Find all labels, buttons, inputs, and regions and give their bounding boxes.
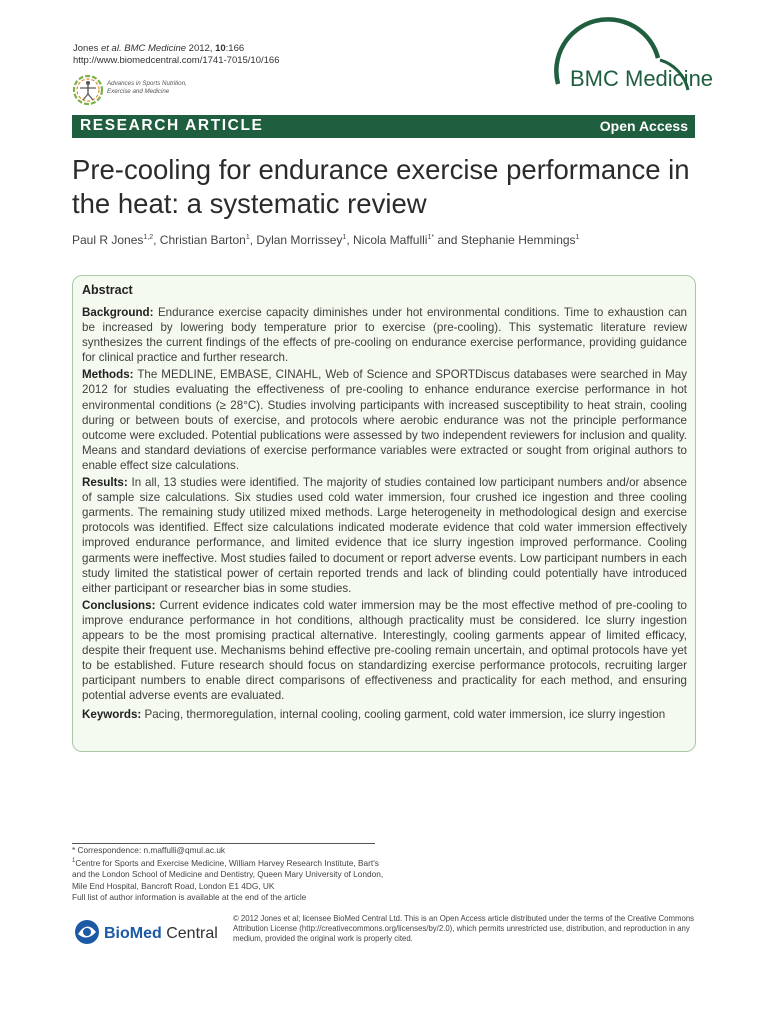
author-affiliation: 1 [245, 234, 250, 241]
abstract-section [82, 475, 687, 596]
author-name: Christian Barton [159, 233, 246, 247]
abstract-section-label: Methods: [82, 368, 134, 382]
author-affiliation: 1,2 [143, 234, 154, 241]
correspondence-note: * Correspondence: n.maffulli@qmul.ac.uk [72, 845, 226, 855]
author-separator: and [434, 233, 461, 247]
author-affiliation: 1* [427, 234, 435, 241]
author-list [72, 233, 579, 247]
open-access-label: Open Access [599, 118, 688, 134]
abstract-heading: Abstract [82, 283, 133, 297]
abstract-section-text: In all, 13 studies were identified. The majority of studies contained low participant numbers and/or absence of sample size calculations. Six studies used cold water immersion, four crushed ice ingestion and three cooling garments. The remaining study utilized mixed methods. Large heterogeneity in methodological design and exercise protocols was identified. Effect size calculations indicated moderate evidence that cold water immersion effectively improved endurance performance, and limited evidence that ice slurry ingestion improved performance. Cooling garments were ineffective. Most studies failed to document or report adverse events. Low participant numbers in each study limited the statistical power of certain reported trends and lack of blinding could potentially have introduced either participant or researcher bias in some studies. [82, 476, 687, 595]
article-title: Pre-cooling for endurance exercise performance in the heat: a systematic review [72, 154, 690, 219]
footnotes [72, 845, 392, 903]
abstract-section-label: Keywords: [82, 708, 142, 722]
author-separator: , [346, 233, 353, 247]
article-url[interactable]: http://www.biomedcentral.com/1741-7015/10/166 [73, 55, 280, 66]
abstract-section-text: Endurance exercise capacity diminishes under hot environmental conditions. Time to exhaustion can be increased by lowering body temperature prior to exercise (pre-cooling). This systematic literature review synthesizes the current findings of the effects of pre-cooling on endurance exercise performance, providing guidance for clinical practice and further research. [82, 306, 687, 365]
svg-text:BioMed Central: BioMed Central [104, 925, 218, 942]
author-separator: , [153, 233, 160, 247]
author-affiliation: 1 [575, 234, 580, 241]
author-name: Paul R Jones [72, 233, 144, 247]
series-logo-icon [72, 74, 104, 106]
abstract-body [82, 305, 687, 725]
series-label: Advances in Sports Nutrition, Exercise and Medicine [107, 80, 187, 95]
abstract-section-label: Conclusions: [82, 598, 156, 612]
author-name: Dylan Morrissey [256, 233, 343, 247]
abstract-section-label: Background: [82, 306, 154, 319]
abstract-section [82, 305, 687, 365]
author-affiliation: 1 [342, 234, 347, 241]
full-list-note: Full list of author information is available at the end of the article [72, 891, 307, 902]
abstract-section [82, 598, 687, 704]
abstract-section-label: Results: [82, 476, 128, 490]
article-type-label: RESEARCH ARTICLE [80, 117, 264, 134]
biomed-central-logo [72, 912, 222, 952]
footnote-divider [72, 843, 375, 844]
journal-logo-text: BMC Medicine [570, 66, 714, 91]
affiliation-note: $^1$Centre for Sports and Exercise Medicine, William Harvey Research Institute, Bart's and the London School of Medicine and Dentistry, Queen Mary University of London, Mile End Hospital, Bancroft Road, London E1 4DG, UK [72, 858, 384, 891]
bmc-medicine-logo [548, 44, 714, 110]
author-name: Nicola Maffulli [353, 233, 428, 247]
author-name: Stephanie Hemmings [460, 233, 576, 247]
citation-line: Jones et al. BMC Medicine 2012, 10:166 [73, 43, 245, 54]
abstract-section [82, 367, 687, 473]
author-separator: , [249, 233, 257, 247]
abstract-section-text: The MEDLINE, EMBASE, CINAHL, Web of Science and SPORTDiscus databases were searched in May 2012 for studies evaluating the effectiveness of pre-cooling to enhance endurance exercise performance in hot environmental conditions (≥ 28°C). Studies involving participants with increased susceptibility to heat strain, cooling during or between bouts of exercise, and protocols where aerobic endurance was not the principle performance outcome were excluded. Potential publications were assessed by two independent reviewers for inclusion and quality. Means and standard deviations of exercise performance variables were extracted or sought from original authors to enable effect size calculations. [82, 368, 687, 472]
abstract-section-text: Current evidence indicates cold water immersion may be the most effective method of pre-cooling to improve endurance performance in hot conditions, although practicality must be considered. Ice slurry ingestion appears to be the most promising practical alternative. Interestingly, cooling garments appear of limited efficacy, despite their frequent use. Mechanisms behind effective pre-cooling remain uncertain, and optimal protocols have yet to be established. Future research should focus on standardizing exercise performance protocols, recruiting larger participant numbers to enable direct comparisons of effectiveness and practicality for each method, and ensuring potential adverse events are evaluated. [82, 598, 687, 703]
abstract-section [82, 707, 687, 722]
license-text: © 2012 Jones et al; licensee BioMed Central Ltd. This is an Open Access article distributed under the terms of the Creative Commons Attribution License (http://creativecommons.org/licenses/by/2.0), which permits unrestricted use, distribution, and reproduction in any medium, provided the original work is properly cited. [233, 914, 695, 944]
abstract-section-text: Pacing, thermoregulation, internal cooling, cooling garment, cold water immersion, ice slurry ingestion [141, 708, 666, 722]
